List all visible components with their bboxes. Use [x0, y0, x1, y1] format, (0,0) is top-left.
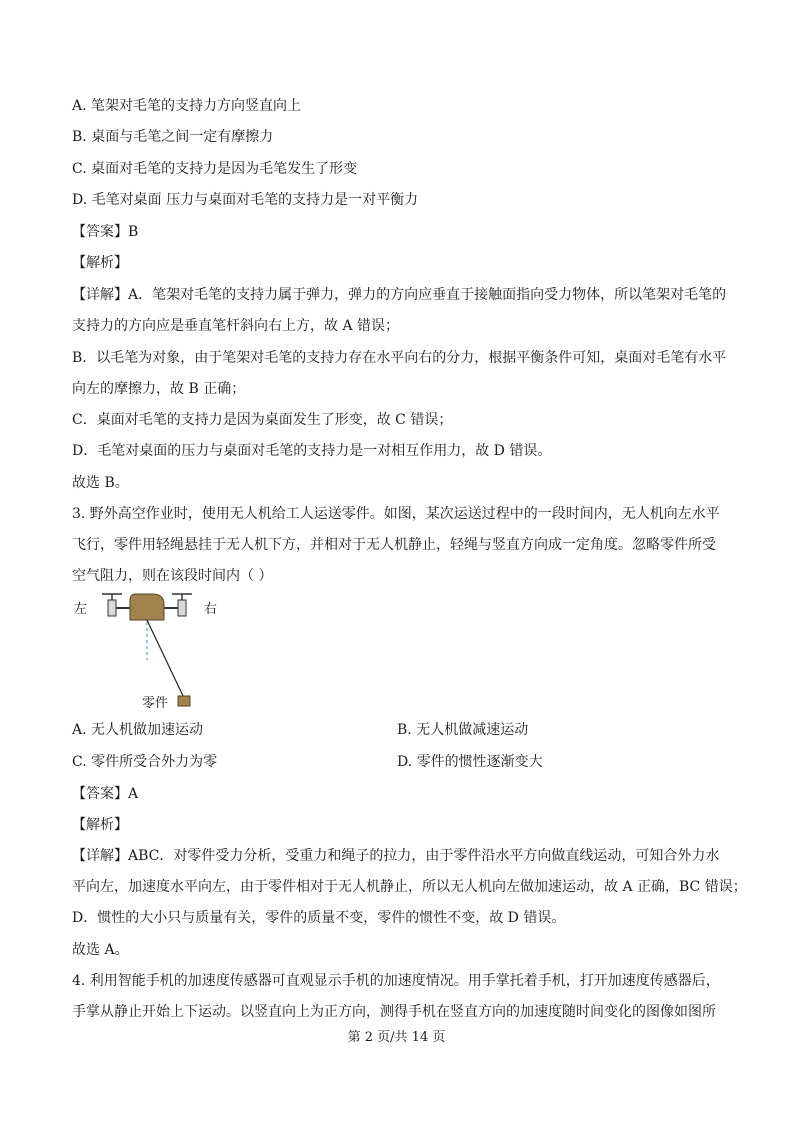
option-b-q3: B. 无人机做减速运动 [397, 722, 529, 738]
answer-q2: 【答案】B [72, 224, 139, 240]
question-3-stem: 空气阻力，则在该段时间内（ ） [72, 568, 273, 584]
left-label: 左 [74, 602, 88, 617]
option-a-q2: A. 笔架对毛笔的支持力方向竖直向上 [72, 98, 302, 114]
option-a-q3: A. 无人机做加速运动 [72, 722, 204, 738]
question-4-stem: 4. 利用智能手机的加速度传感器可直观显示手机的加速度情况。用手掌托着手机，打开加速度传感器后， [72, 973, 720, 989]
right-label: 右 [204, 602, 218, 617]
analysis-heading-q3: 【解析】 [72, 817, 128, 833]
explanation-line: C．桌面对毛笔的支持力是因为桌面发生了形变，故 C 错误； [72, 412, 453, 428]
question-4-stem: 手掌从静止开始上下运动。以竖直向上为正方向，测得手机在竖直方向的加速度随时间变化的图像如图所 [72, 1004, 716, 1020]
explanation-line: 支持力的方向应是垂直笔杆斜向右上方，故 A 错误； [72, 318, 400, 334]
question-3-stem: 3. 野外高空作业时，使用无人机给工人运送零件。如图，某次运送过程中的一段时间内，无人机向左水平 [72, 506, 720, 522]
answer-q3: 【答案】A [72, 786, 139, 802]
option-c-q3: C. 零件所受合外力为零 [72, 754, 218, 770]
analysis-heading-q2: 【解析】 [72, 255, 128, 271]
part-label: 零件 [142, 696, 169, 711]
conclusion-q3: 故选 A。 [72, 942, 129, 958]
option-b-q2: B. 桌面与毛笔之间一定有摩擦力 [72, 129, 274, 145]
explanation-line: 【详解】ABC．对零件受力分析，受重力和绳子的拉力，由于零件沿水平方向做直线运动，可知合外力水 [72, 848, 720, 864]
option-c-q2: C. 桌面对毛笔的支持力是因为毛笔发生了形变 [72, 161, 358, 177]
explanation-line: 平向左，加速度水平向左，由于零件相对于无人机静止，所以无人机向左做加速运动，故 A 正确，BC 错误； [72, 879, 747, 895]
explanation-line: D．毛笔对桌面的压力与桌面对毛笔的支持力是一对相互作用力，故 D 错误。 [72, 443, 552, 459]
option-d-q3: D. 零件的惯性逐渐变大 [397, 754, 543, 770]
option-d-q2: D. 毛笔对桌面 压力与桌面对毛笔的支持力是一对平衡力 [72, 192, 419, 208]
conclusion-q2: 故选 B。 [72, 475, 129, 491]
page-footer: 第 2 页/共 14 页 [347, 1030, 446, 1045]
explanation-line: 【详解】A．笔架对毛笔的支持力属于弹力，弹力的方向应垂直于接触面指向受力物体，所以笔架对毛笔的 [72, 287, 727, 303]
explanation-line: B．以毛笔为对象，由于笔架对毛笔的支持力存在水平向右的分力，根据平衡条件可知，桌面对毛笔有水平 [72, 350, 727, 366]
question-3-stem: 飞行，零件用轻绳悬挂于无人机下方，并相对于无人机静止，轻绳与竖直方向成一定角度。忽略零件所受 [72, 537, 716, 553]
explanation-line: 向左的摩擦力，故 B 正确； [72, 381, 246, 397]
drone-figure [70, 588, 230, 716]
explanation-line: D．惯性的大小只与质量有关，零件的质量不变，零件的惯性不变，故 D 错误。 [72, 910, 566, 926]
